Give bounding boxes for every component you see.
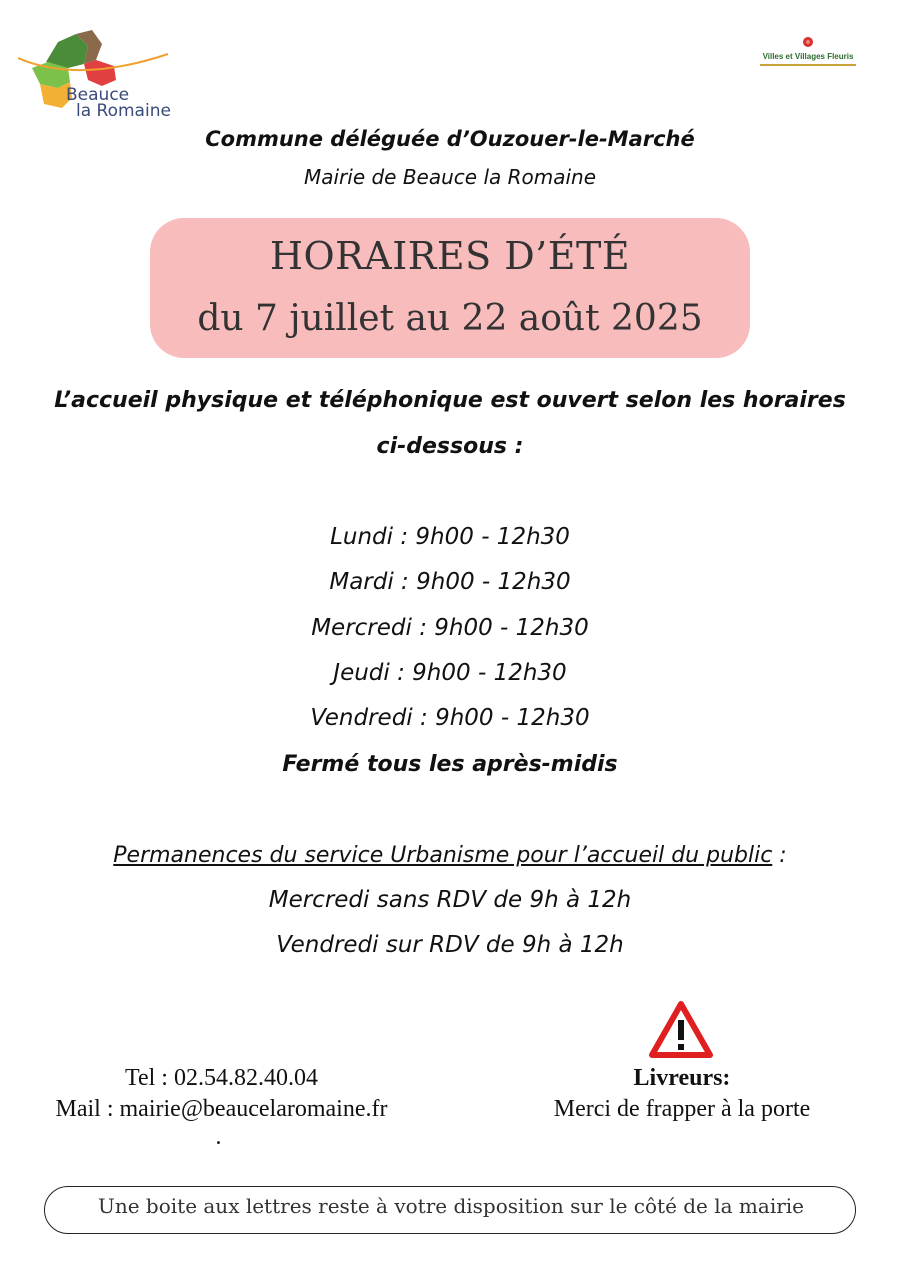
summer-hours-banner: [150, 218, 750, 358]
mailbox-notice: [44, 1186, 856, 1234]
villes-villages-fleuris-logo: [756, 36, 860, 70]
commune-heading: Commune déléguée d’Ouzouer-le-Marché: [205, 127, 695, 151]
permanences-colon: :: [772, 843, 787, 868]
accueil-line-1: L’accueil physique et téléphonique est ouvert selon les horaires: [54, 388, 846, 413]
hours-wednesday: Mercredi : 9h00 - 12h30: [311, 615, 589, 641]
banner-title: HORAIRES D’ÉTÉ: [269, 234, 631, 278]
mairie-subheading: Mairie de Beauce la Romaine: [303, 165, 597, 189]
permanences-heading: [0, 843, 900, 868]
livreurs-instruction: Merci de frapper à la porte: [553, 1096, 811, 1122]
contact-email: Mail : mairie@beaucelaromaine.fr: [55, 1096, 388, 1122]
contact-phone: Tel : 02.54.82.40.04: [125, 1065, 318, 1091]
hours-friday: Vendredi : 9h00 - 12h30: [310, 705, 590, 731]
flowers-label: Villes et Villages Fleuris: [762, 52, 854, 61]
livreurs-title: Livreurs:: [633, 1065, 731, 1091]
flowers-bar: [760, 64, 856, 66]
accueil-line-2: ci-dessous :: [376, 434, 524, 459]
hours-thursday: Jeudi : 9h00 - 12h30: [333, 660, 567, 686]
warning-icon: [648, 1000, 714, 1060]
banner-dates: du 7 juillet au 22 août 2025: [197, 298, 703, 339]
logo-line-2: la Romaine: [76, 101, 171, 121]
closed-afternoons: Fermé tous les après-midis: [282, 752, 618, 777]
permanence-wednesday: Mercredi sans RDV de 9h à 12h: [268, 887, 632, 913]
mailbox-notice-text: Une boite aux lettres reste à votre disposition sur le côté de la mairie: [97, 1194, 805, 1218]
stray-dot: .: [215, 1124, 222, 1150]
beauce-la-romaine-logo: [18, 24, 188, 124]
logo-line-1: Beauce: [66, 85, 130, 105]
flower-icon: [802, 36, 814, 48]
hours-tuesday: Mardi : 9h00 - 12h30: [329, 569, 571, 595]
permanences-title: Permanences du service Urbanisme pour l’accueil du public: [113, 843, 773, 868]
permanence-friday: Vendredi sur RDV de 9h à 12h: [276, 932, 624, 958]
hours-monday: Lundi : 9h00 - 12h30: [330, 524, 570, 550]
